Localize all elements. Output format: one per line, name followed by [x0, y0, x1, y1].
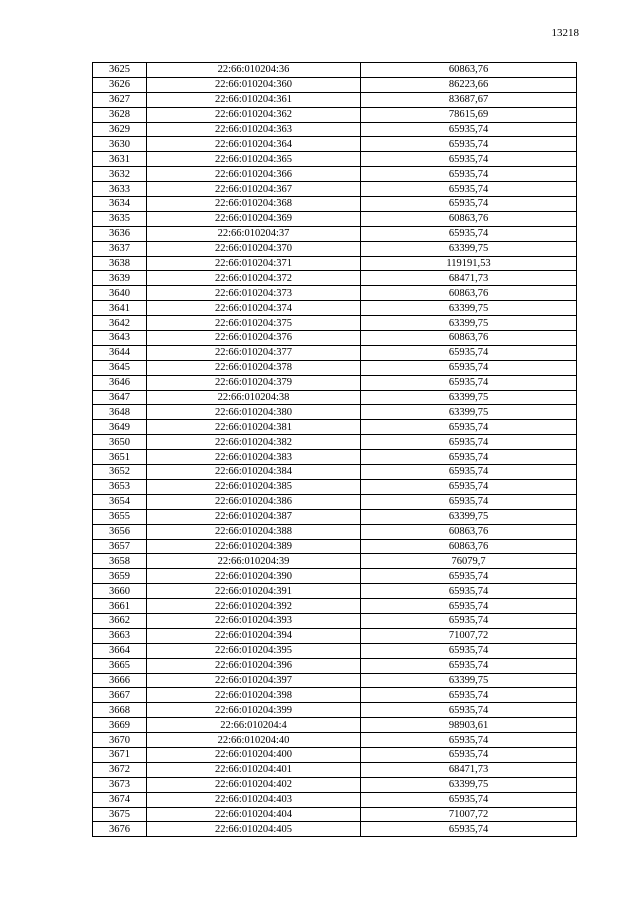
- cadastral-number-cell: 22:66:010204:371: [147, 256, 361, 271]
- value-cell: 65935,74: [361, 360, 577, 375]
- row-number-cell: 3650: [93, 435, 147, 450]
- value-cell: 63399,75: [361, 316, 577, 331]
- row-number-cell: 3631: [93, 152, 147, 167]
- row-number-cell: 3639: [93, 271, 147, 286]
- table-row: [93, 435, 577, 450]
- table-row: [93, 316, 577, 331]
- value-cell: 68471,73: [361, 762, 577, 777]
- row-number-cell: 3651: [93, 450, 147, 465]
- table-row: [93, 390, 577, 405]
- row-number-cell: 3630: [93, 137, 147, 152]
- cadastral-number-cell: 22:66:010204:367: [147, 182, 361, 197]
- cadastral-number-cell: 22:66:010204:390: [147, 569, 361, 584]
- value-cell: 68471,73: [361, 271, 577, 286]
- row-number-cell: 3657: [93, 539, 147, 554]
- row-number-cell: 3663: [93, 628, 147, 643]
- cadastral-number-cell: 22:66:010204:4: [147, 718, 361, 733]
- row-number-cell: 3626: [93, 77, 147, 92]
- cadastral-number-cell: 22:66:010204:386: [147, 494, 361, 509]
- cadastral-number-cell: 22:66:010204:373: [147, 286, 361, 301]
- value-cell: 65935,74: [361, 137, 577, 152]
- value-cell: 65935,74: [361, 643, 577, 658]
- table-row: [93, 450, 577, 465]
- cadastral-number-cell: 22:66:010204:401: [147, 762, 361, 777]
- value-cell: 63399,75: [361, 405, 577, 420]
- value-cell: 63399,75: [361, 241, 577, 256]
- value-cell: 65935,74: [361, 152, 577, 167]
- cadastral-number-cell: 22:66:010204:38: [147, 390, 361, 405]
- table-row: [93, 688, 577, 703]
- value-cell: 65935,74: [361, 613, 577, 628]
- table-row: [93, 241, 577, 256]
- table-row: [93, 226, 577, 241]
- row-number-cell: 3660: [93, 584, 147, 599]
- value-cell: 65935,74: [361, 733, 577, 748]
- value-cell: 98903,61: [361, 718, 577, 733]
- table-row: [93, 479, 577, 494]
- row-number-cell: 3665: [93, 658, 147, 673]
- table-row: [93, 137, 577, 152]
- row-number-cell: 3669: [93, 718, 147, 733]
- cadastral-number-cell: 22:66:010204:381: [147, 420, 361, 435]
- table-row: [93, 807, 577, 822]
- value-cell: 60863,76: [361, 63, 577, 78]
- row-number-cell: 3654: [93, 494, 147, 509]
- value-cell: 65935,74: [361, 569, 577, 584]
- row-number-cell: 3645: [93, 360, 147, 375]
- cadastral-number-cell: 22:66:010204:380: [147, 405, 361, 420]
- row-number-cell: 3641: [93, 301, 147, 316]
- table-row: [93, 539, 577, 554]
- value-cell: 65935,74: [361, 822, 577, 837]
- cadastral-number-cell: 22:66:010204:384: [147, 465, 361, 480]
- value-cell: 60863,76: [361, 211, 577, 226]
- row-number-cell: 3628: [93, 107, 147, 122]
- table-row: [93, 747, 577, 762]
- cadastral-number-cell: 22:66:010204:364: [147, 137, 361, 152]
- cadastral-number-cell: 22:66:010204:39: [147, 554, 361, 569]
- table-row: [93, 211, 577, 226]
- value-cell: 76079,7: [361, 554, 577, 569]
- table-row: [93, 271, 577, 286]
- value-cell: 65935,74: [361, 197, 577, 212]
- table-row: [93, 77, 577, 92]
- value-cell: 65935,74: [361, 599, 577, 614]
- row-number-cell: 3627: [93, 92, 147, 107]
- value-cell: 63399,75: [361, 390, 577, 405]
- row-number-cell: 3636: [93, 226, 147, 241]
- table-row: [93, 63, 577, 78]
- cadastral-number-cell: 22:66:010204:378: [147, 360, 361, 375]
- table-row: [93, 613, 577, 628]
- table-row: [93, 331, 577, 346]
- table-row: [93, 673, 577, 688]
- cadastral-number-cell: 22:66:010204:366: [147, 167, 361, 182]
- row-number-cell: 3672: [93, 762, 147, 777]
- table-row: [93, 822, 577, 837]
- cadastral-number-cell: 22:66:010204:370: [147, 241, 361, 256]
- value-cell: 60863,76: [361, 286, 577, 301]
- cadastral-number-cell: 22:66:010204:387: [147, 509, 361, 524]
- row-number-cell: 3652: [93, 465, 147, 480]
- row-number-cell: 3625: [93, 63, 147, 78]
- value-cell: 65935,74: [361, 479, 577, 494]
- value-cell: 83687,67: [361, 92, 577, 107]
- row-number-cell: 3674: [93, 792, 147, 807]
- row-number-cell: 3671: [93, 747, 147, 762]
- cadastral-number-cell: 22:66:010204:405: [147, 822, 361, 837]
- cadastral-number-cell: 22:66:010204:37: [147, 226, 361, 241]
- table-row: [93, 599, 577, 614]
- table-row: [93, 584, 577, 599]
- table-row: [93, 494, 577, 509]
- cadastral-number-cell: 22:66:010204:395: [147, 643, 361, 658]
- table-row: [93, 658, 577, 673]
- row-number-cell: 3629: [93, 122, 147, 137]
- row-number-cell: 3638: [93, 256, 147, 271]
- row-number-cell: 3661: [93, 599, 147, 614]
- value-cell: 65935,74: [361, 792, 577, 807]
- value-cell: 63399,75: [361, 509, 577, 524]
- cadastral-number-cell: 22:66:010204:360: [147, 77, 361, 92]
- cadastral-number-cell: 22:66:010204:398: [147, 688, 361, 703]
- row-number-cell: 3662: [93, 613, 147, 628]
- table-row: [93, 554, 577, 569]
- row-number-cell: 3676: [93, 822, 147, 837]
- row-number-cell: 3656: [93, 524, 147, 539]
- row-number-cell: 3675: [93, 807, 147, 822]
- table-row: [93, 569, 577, 584]
- row-number-cell: 3642: [93, 316, 147, 331]
- cadastral-number-cell: 22:66:010204:363: [147, 122, 361, 137]
- cadastral-number-cell: 22:66:010204:397: [147, 673, 361, 688]
- row-number-cell: 3634: [93, 197, 147, 212]
- table-row: [93, 256, 577, 271]
- row-number-cell: 3647: [93, 390, 147, 405]
- cadastral-number-cell: 22:66:010204:400: [147, 747, 361, 762]
- cadastral-number-cell: 22:66:010204:376: [147, 331, 361, 346]
- table-row: [93, 167, 577, 182]
- value-cell: 65935,74: [361, 703, 577, 718]
- row-number-cell: 3653: [93, 479, 147, 494]
- row-number-cell: 3668: [93, 703, 147, 718]
- value-cell: 65935,74: [361, 375, 577, 390]
- value-cell: 71007,72: [361, 628, 577, 643]
- table-row: [93, 524, 577, 539]
- value-cell: 65935,74: [361, 420, 577, 435]
- value-cell: 119191,53: [361, 256, 577, 271]
- row-number-cell: 3635: [93, 211, 147, 226]
- table-row: [93, 703, 577, 718]
- row-number-cell: 3644: [93, 345, 147, 360]
- cadastral-number-cell: 22:66:010204:403: [147, 792, 361, 807]
- value-cell: 60863,76: [361, 331, 577, 346]
- value-cell: 65935,74: [361, 688, 577, 703]
- row-number-cell: 3640: [93, 286, 147, 301]
- cadastral-number-cell: 22:66:010204:382: [147, 435, 361, 450]
- row-number-cell: 3667: [93, 688, 147, 703]
- value-cell: 60863,76: [361, 524, 577, 539]
- value-cell: 60863,76: [361, 539, 577, 554]
- cadastral-number-cell: 22:66:010204:396: [147, 658, 361, 673]
- table-row: [93, 628, 577, 643]
- table-row: [93, 107, 577, 122]
- cadastral-number-cell: 22:66:010204:399: [147, 703, 361, 718]
- cadastral-number-cell: 22:66:010204:369: [147, 211, 361, 226]
- cadastral-number-cell: 22:66:010204:368: [147, 197, 361, 212]
- value-cell: 63399,75: [361, 301, 577, 316]
- table-row: [93, 345, 577, 360]
- value-cell: 65935,74: [361, 345, 577, 360]
- row-number-cell: 3658: [93, 554, 147, 569]
- table-row: [93, 509, 577, 524]
- value-cell: 65935,74: [361, 167, 577, 182]
- value-cell: 65935,74: [361, 465, 577, 480]
- row-number-cell: 3673: [93, 777, 147, 792]
- table-row: [93, 375, 577, 390]
- table-row: [93, 792, 577, 807]
- row-number-cell: 3664: [93, 643, 147, 658]
- cadastral-number-cell: 22:66:010204:377: [147, 345, 361, 360]
- table-row: [93, 777, 577, 792]
- table-row: [93, 718, 577, 733]
- cadastral-number-cell: 22:66:010204:394: [147, 628, 361, 643]
- row-number-cell: 3666: [93, 673, 147, 688]
- cadastral-number-cell: 22:66:010204:385: [147, 479, 361, 494]
- row-number-cell: 3655: [93, 509, 147, 524]
- row-number-cell: 3649: [93, 420, 147, 435]
- table-row: [93, 286, 577, 301]
- cadastral-number-cell: 22:66:010204:388: [147, 524, 361, 539]
- cadastral-number-cell: 22:66:010204:40: [147, 733, 361, 748]
- value-cell: 63399,75: [361, 673, 577, 688]
- table-row: [93, 182, 577, 197]
- cadastral-number-cell: 22:66:010204:404: [147, 807, 361, 822]
- value-cell: 65935,74: [361, 450, 577, 465]
- row-number-cell: 3643: [93, 331, 147, 346]
- cadastral-number-cell: 22:66:010204:391: [147, 584, 361, 599]
- value-cell: 65935,74: [361, 182, 577, 197]
- table-row: [93, 733, 577, 748]
- cadastral-number-cell: 22:66:010204:361: [147, 92, 361, 107]
- row-number-cell: 3670: [93, 733, 147, 748]
- cadastral-number-cell: 22:66:010204:402: [147, 777, 361, 792]
- table-row: [93, 420, 577, 435]
- cadastral-number-cell: 22:66:010204:389: [147, 539, 361, 554]
- value-cell: 65935,74: [361, 226, 577, 241]
- value-cell: 86223,66: [361, 77, 577, 92]
- cadastral-number-cell: 22:66:010204:383: [147, 450, 361, 465]
- value-cell: 63399,75: [361, 777, 577, 792]
- row-number-cell: 3633: [93, 182, 147, 197]
- cadastral-number-cell: 22:66:010204:36: [147, 63, 361, 78]
- cadastral-number-cell: 22:66:010204:365: [147, 152, 361, 167]
- value-cell: 65935,74: [361, 122, 577, 137]
- cadastral-number-cell: 22:66:010204:372: [147, 271, 361, 286]
- table-row: [93, 360, 577, 375]
- row-number-cell: 3646: [93, 375, 147, 390]
- table-row: [93, 122, 577, 137]
- row-number-cell: 3659: [93, 569, 147, 584]
- table-row: [93, 762, 577, 777]
- cadastral-number-cell: 22:66:010204:392: [147, 599, 361, 614]
- cadastral-number-cell: 22:66:010204:362: [147, 107, 361, 122]
- value-cell: 65935,74: [361, 747, 577, 762]
- value-cell: 65935,74: [361, 658, 577, 673]
- table-row: [93, 465, 577, 480]
- cadastral-number-cell: 22:66:010204:393: [147, 613, 361, 628]
- page-number: 13218: [551, 27, 579, 39]
- cadastral-number-cell: 22:66:010204:375: [147, 316, 361, 331]
- table-row: [93, 152, 577, 167]
- table-row: [93, 301, 577, 316]
- value-cell: 65935,74: [361, 494, 577, 509]
- row-number-cell: 3637: [93, 241, 147, 256]
- table-row: [93, 197, 577, 212]
- cadastral-number-cell: 22:66:010204:374: [147, 301, 361, 316]
- table-row: [93, 92, 577, 107]
- table-body: [93, 63, 577, 837]
- row-number-cell: 3632: [93, 167, 147, 182]
- value-cell: 78615,69: [361, 107, 577, 122]
- value-cell: 65935,74: [361, 435, 577, 450]
- value-cell: 65935,74: [361, 584, 577, 599]
- table-row: [93, 405, 577, 420]
- cadastral-number-cell: 22:66:010204:379: [147, 375, 361, 390]
- table-row: [93, 643, 577, 658]
- cadastral-value-table: [92, 62, 577, 837]
- row-number-cell: 3648: [93, 405, 147, 420]
- value-cell: 71007,72: [361, 807, 577, 822]
